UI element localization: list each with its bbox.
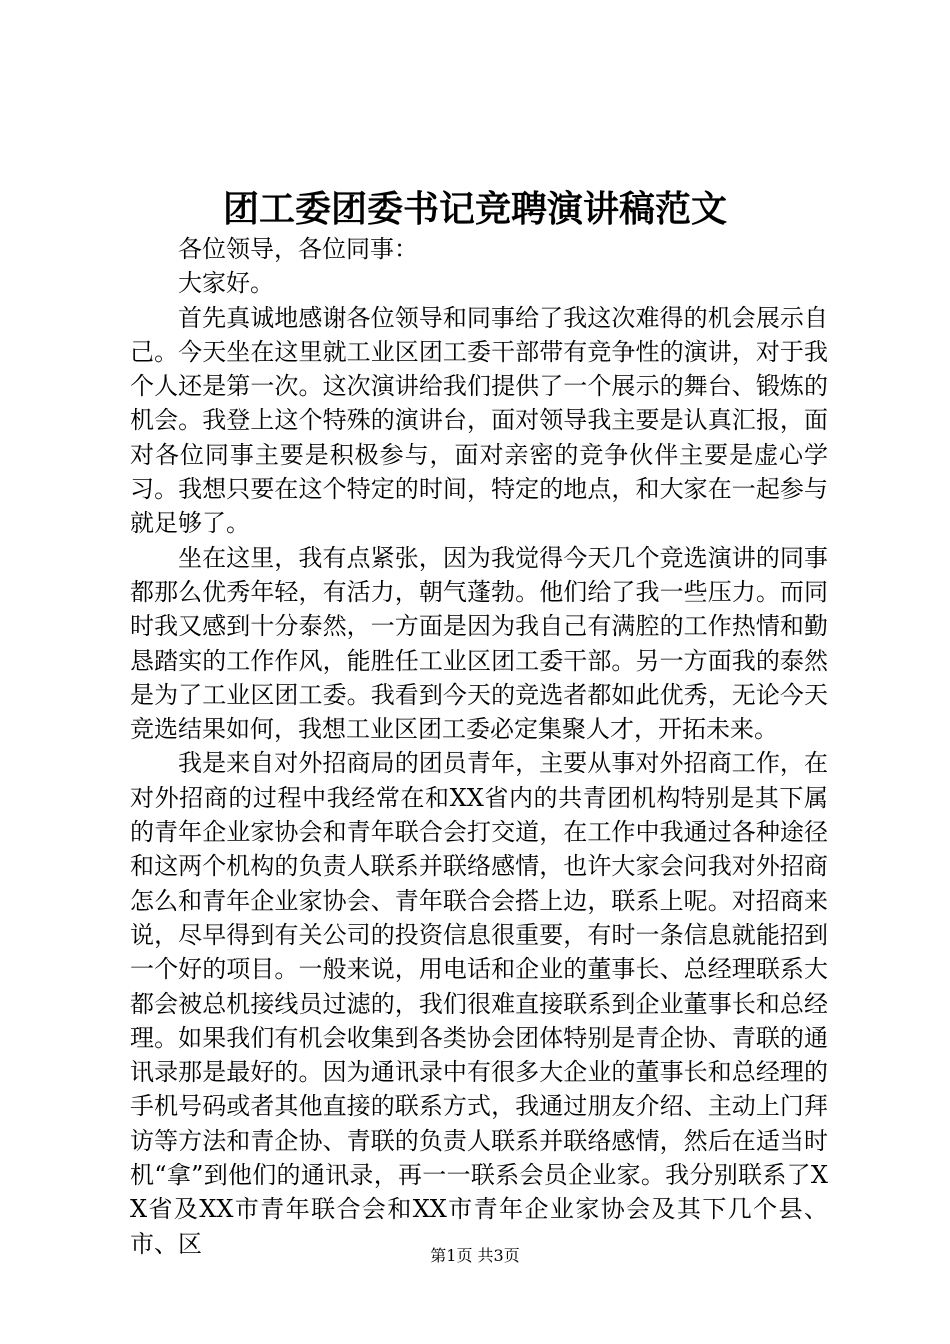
document-body [130, 232, 828, 1261]
body-paragraph: 首先真诚地感谢各位领导和同事给了我这次难得的机会展示自己。今天坐在这里就工业区团工委干部带有竞争性的演讲，对于我个人还是第一次。这次演讲给我们提供了一个展示的舞台、锻炼的机会。我登上这个特殊的演讲台，面对领导我主要是认真汇报，面对各位同事主要是积极参与，面对亲密的竞争伙伴主要是虚心学习。我想只要在这个特定的时间，特定的地点，和大家在一起参与就足够了。 [130, 303, 828, 538]
body-paragraph: 坐在这里，我有点紧张，因为我觉得今天几个竞选演讲的同事都那么优秀年轻，有活力，朝气蓬勃。他们给了我一些压力。而同时我又感到十分泰然，一方面是因为我自己有满腔的工作热情和勤恳踏实的工作作风，能胜任工业区团工委干部。另一方面我的泰然是为了工业区团工委。我看到今天的竞选者都如此优秀，无论今天竞选结果如何，我想工业区团工委必定集聚人才，开拓未来。 [130, 543, 828, 744]
page-number-footer: 第1页 共3页 [430, 1246, 520, 1265]
document-title: 团工委团委书记竞聘演讲稿范文 [222, 188, 727, 230]
body-paragraph: 我是来自对外招商局的团员青年，主要从事对外招商工作，在对外招商的过程中我经常在和XX省内的共青团机构特别是其下属的青年企业家协会和青年联合会打交道，在工作中我通过各种途径和这两个机构的负责人联系并联络感情，也许大家会问我对外招商怎么和青年企业家协会、青年联合会搭上边，联系上呢。对招商来说，尽早得到有关公司的投资信息很重要，有时一条信息就能招到一个好的项目。一般来说，用电话和企业的董事长、总经理联系大都会被总机接线员过滤的，我们很难直接联系到企业董事长和总经理。如果我们有机会收集到各类协会团体特别是青企协、青联的通讯录那是最好的。因为通讯录中有很多大企业的董事长和总经理的手机号码或者其他直接的联系方式，我通过朋友介绍、主动上门拜访等方法和青企协、青联的负责人联系并联络感情，然后在适当时机“拿”到他们的通讯录，再一一联系会员企业家。我分别联系了XX省及XX市青年联合会和XX市青年企业家协会及其下几个县、市、区 [130, 749, 828, 1258]
greeting-paragraph: 大家好。 [178, 269, 274, 298]
salutation-paragraph: 各位领导，各位同事： [178, 235, 418, 263]
